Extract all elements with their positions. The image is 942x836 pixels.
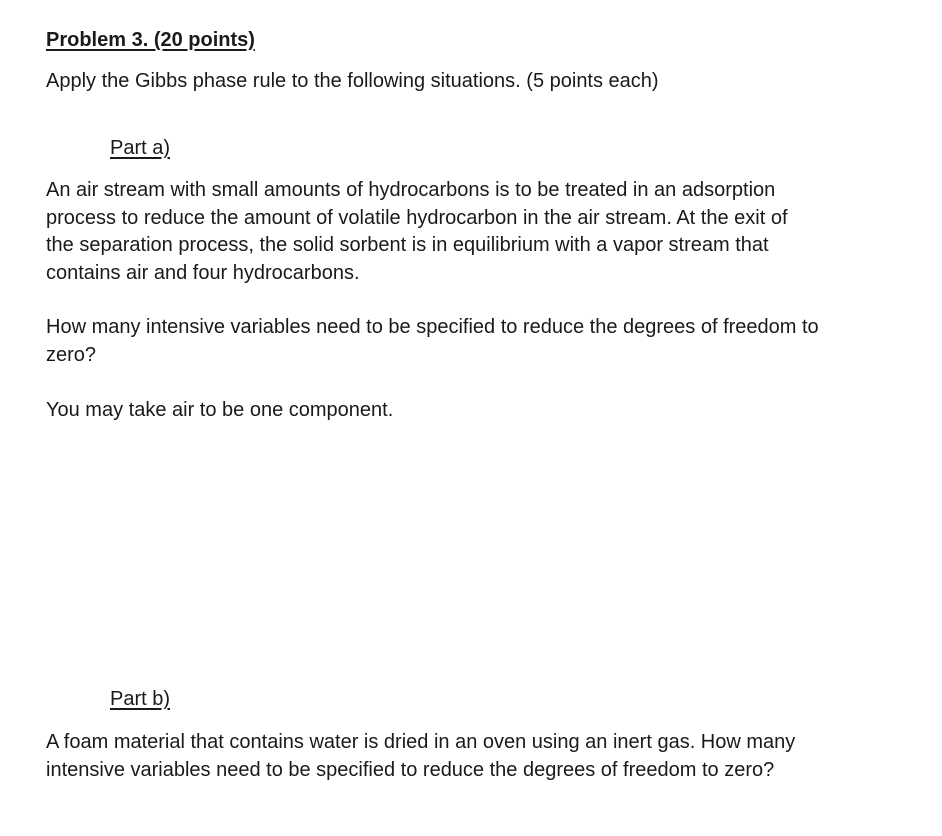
part-b-paragraph-1-line: intensive variables need to be specified to reduce the degrees of freedom to zero? bbox=[46, 758, 775, 781]
part-a-paragraph-2-line: zero? bbox=[46, 343, 97, 366]
part-a-paragraph-2-line: How many intensive variables need to be specified to reduce the degrees of freedom to bbox=[46, 316, 819, 338]
problem-intro: Apply the Gibbs phase rule to the following situations. (5 points each) bbox=[46, 70, 659, 92]
problem-title: Problem 3. (20 points) bbox=[46, 29, 255, 51]
part-a-paragraph-1-line: the separation process, the solid sorbent is in equilibrium with a vapor stream that bbox=[46, 234, 769, 256]
part-a-paragraph-2 bbox=[46, 314, 819, 369]
part-a-paragraph-1-line: process to reduce the amount of volatile hydrocarbon in the air stream. At the exit of bbox=[46, 206, 788, 229]
part-a-paragraph-1-line: contains air and four hydrocarbons. bbox=[46, 261, 360, 284]
part-b-paragraph-1 bbox=[46, 729, 795, 784]
part-b-paragraph-1-line: A foam material that contains water is dried in an oven using an inert gas. How many bbox=[46, 731, 796, 753]
part-a-paragraph-3: You may take air to be one component. bbox=[46, 399, 394, 421]
part-a-paragraph-1-line: An air stream with small amounts of hydrocarbons is to be treated in an adsorption bbox=[46, 179, 776, 201]
part-a-label: Part a) bbox=[110, 137, 171, 159]
part-a-paragraph-1 bbox=[46, 177, 788, 287]
part-b-label: Part b) bbox=[110, 688, 171, 710]
